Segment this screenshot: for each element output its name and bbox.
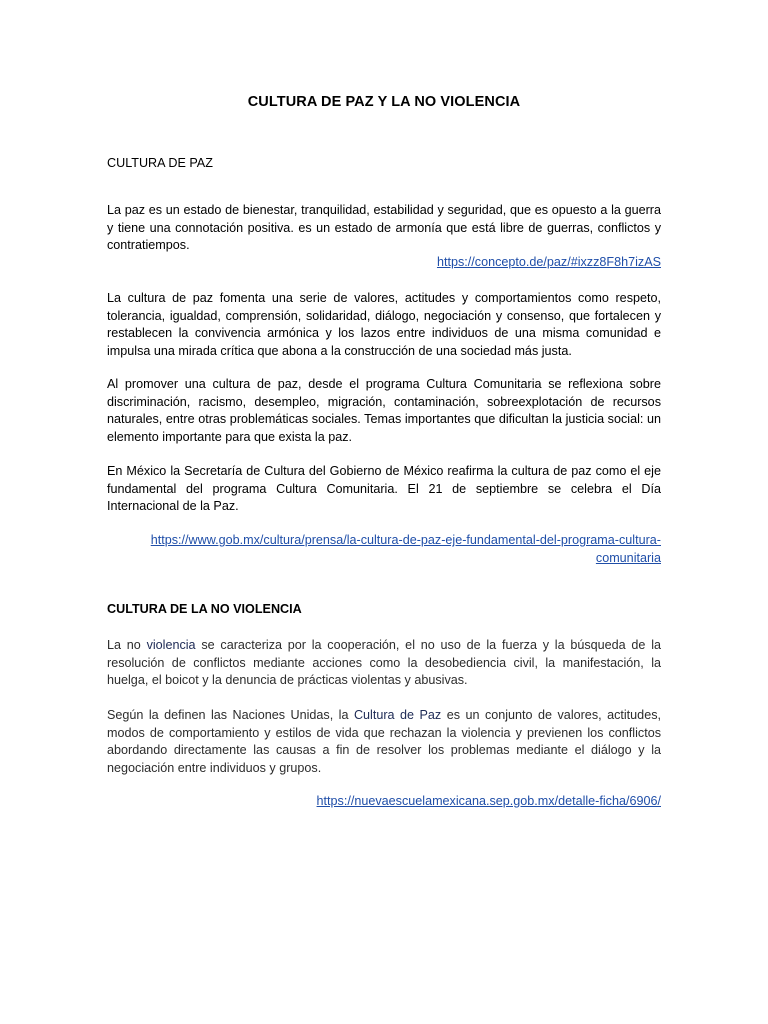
paragraph-naciones-unidas-prefix: Según la definen las Naciones Unidas, la	[107, 708, 354, 722]
link-line-concepto	[107, 254, 661, 272]
paragraph-no-violencia	[107, 637, 661, 690]
paragraph-naciones-unidas	[107, 707, 661, 777]
document-page	[107, 0, 661, 1024]
link-nueva-escuela-mexicana[interactable]: https://nuevaescuelamexicana.sep.gob.mx/detalle-ficha/6906/	[316, 794, 661, 808]
link-concepto-paz[interactable]: https://concepto.de/paz/#ixzz8F8h7izAS	[436, 255, 661, 269]
section-heading-no-violencia: CULTURA DE LA NO VIOLENCIA	[107, 602, 302, 616]
link-gob-mx-line2[interactable]: comunitaria	[595, 550, 661, 565]
document-title: CULTURA DE PAZ Y LA NO VIOLENCIA	[247, 94, 521, 110]
paragraph-naciones-unidas-rest: es un conjunto de valores, actitudes, modos de comportamiento y estilos de vida que rechazan la violencia y previenen los conflictos abordando directamente las causas a fin de resolver los problemas mediante el diálogo y la negociación entre individuos y grupos.	[107, 708, 661, 775]
term-violencia: violencia	[146, 638, 196, 652]
term-cultura-de-paz: Cultura de Paz	[353, 708, 442, 722]
section-heading-cultura-de-paz: CULTURA DE PAZ	[107, 156, 213, 170]
paragraph-secretaria-cultura: En México la Secretaría de Cultura del Gobierno de México reafirma la cultura de paz como el eje fundamental del programa Cultura Comunitaria. El 21 de septiembre se celebra el Día Internacional de la Paz.	[107, 464, 661, 513]
paragraph-no-violencia-prefix: La no	[107, 638, 147, 652]
link-block-gob-mx	[107, 532, 661, 567]
link-line-nem	[107, 793, 661, 811]
paragraph-cultura-de-paz-valores: La cultura de paz fomenta una serie de valores, actitudes y comportamientos como respeto, tolerancia, igualdad, comprensión, solidaridad, diálogo, negociación y consenso, que fortalecen y restablecen la convivencia armónica y los lazos entre individuos de una misma comunidad e impulsa una mirada crítica que abona a la construcción de una sociedad más justa.	[107, 291, 661, 358]
paragraph-no-violencia-rest: se caracteriza por la cooperación, el no uso de la fuerza y la búsqueda de la resolución de conflictos mediante acciones como la desobediencia civil, la manifestación, la huelga, el boicot y la denuncia de prácticas violentas y abusivas.	[107, 638, 662, 687]
paragraph-cultura-comunitaria: Al promover una cultura de paz, desde el programa Cultura Comunitaria se reflexiona sobre discriminación, racismo, desempleo, migración, contaminación, sobreexplotación de recursos naturales, entre otras problemáticas sociales. Temas importantes que dificultan la justicia social: un elemento importante para que exista la paz.	[107, 377, 661, 444]
paragraph-definicion-paz: La paz es un estado de bienestar, tranquilidad, estabilidad y seguridad, que es opuesto a la guerra y tiene una connotación positiva. es un estado de armonía que está libre de guerras, conflictos y contratiempos.	[107, 203, 661, 252]
link-gob-mx-line1[interactable]: https://www.gob.mx/cultura/prensa/la-cultura-de-paz-eje-fundamental-del-programa-cultura-	[150, 533, 661, 547]
